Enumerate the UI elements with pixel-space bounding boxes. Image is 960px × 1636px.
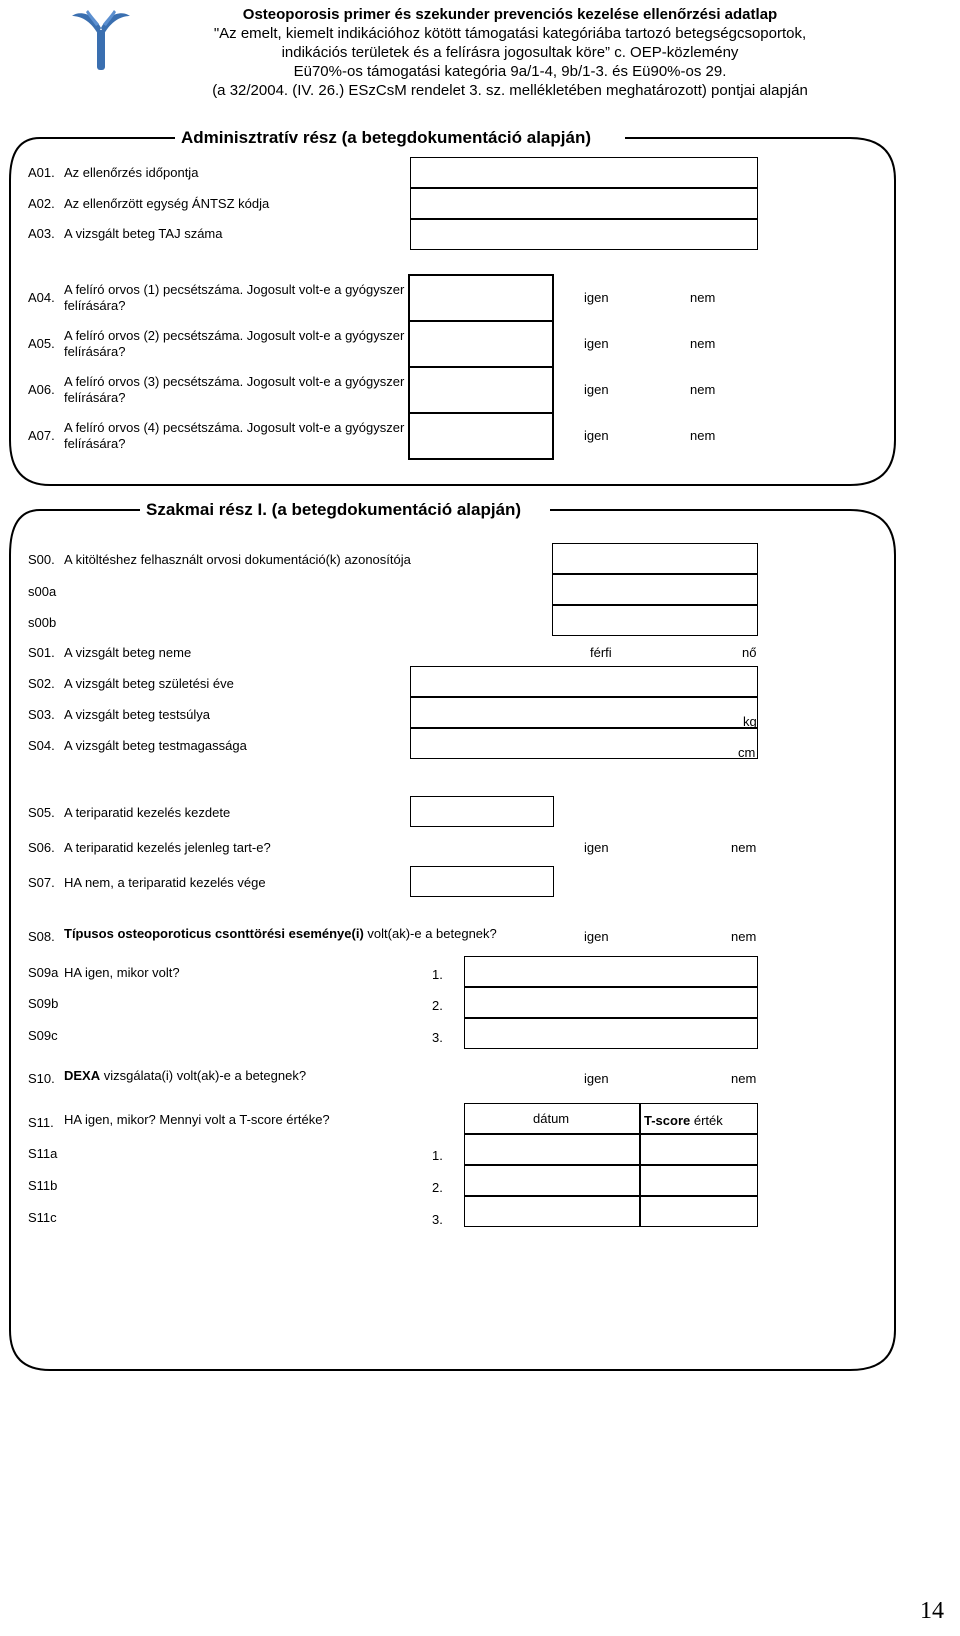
- label-a06-line2: felírására?: [64, 390, 126, 405]
- row-code-a01: A01.: [28, 165, 55, 180]
- logo-icon: [70, 6, 132, 72]
- input-s03[interactable]: [410, 697, 758, 728]
- row-code-s11a: S11a: [28, 1146, 58, 1161]
- row-code-a06: A06.: [28, 382, 55, 397]
- label-s11: HA igen, mikor? Mennyi volt a T-score értéke?: [64, 1112, 330, 1127]
- label-a05-line2: felírására?: [64, 344, 126, 359]
- row-code-s11b: S11b: [28, 1178, 58, 1193]
- input-a01[interactable]: [410, 157, 758, 188]
- input-s11b-date[interactable]: [464, 1165, 640, 1196]
- doc-subtitle-3: Eü70%-os támogatási kategória 9a/1-4, 9b/1-3. és Eü90%-os 29.: [293, 63, 727, 80]
- s11-col-date-label: dátum: [533, 1111, 570, 1126]
- row-code-s10: S10.: [28, 1071, 55, 1086]
- row-code-s00b: s00b: [28, 615, 57, 630]
- input-a05[interactable]: [408, 320, 554, 368]
- label-a07-line2: felírására?: [64, 436, 126, 451]
- row-code-s00: S00.: [28, 552, 55, 567]
- input-s11a-tscore[interactable]: [640, 1134, 758, 1165]
- label-a01: Az ellenőrzés időpontja: [64, 165, 199, 180]
- option-s06-no[interactable]: nem: [731, 840, 757, 855]
- num-s11a: 1.: [432, 1148, 443, 1163]
- label-s00: A kitöltéshez felhasznált orvosi dokumentáció(k) azonosítója: [64, 552, 411, 567]
- option-a07-yes[interactable]: igen: [584, 428, 609, 443]
- input-a04[interactable]: [408, 274, 554, 322]
- row-code-s04: S04.: [28, 738, 55, 753]
- row-code-s11c: S11c: [28, 1210, 57, 1225]
- prof-section-frame: [0, 500, 960, 1400]
- s11-col-tscore-bold: T-score: [644, 1113, 691, 1128]
- label-a06-line1: A felíró orvos (3) pecsétszáma. Jogosult volt-e a gyógyszer: [64, 374, 405, 389]
- input-s09b[interactable]: [464, 987, 758, 1018]
- label-s09a: HA igen, mikor volt?: [64, 965, 180, 980]
- num-s09b: 2.: [432, 998, 443, 1013]
- prof-section-title: Szakmai rész I. (a betegdokumentáció alapján): [140, 500, 527, 520]
- input-s11a-date[interactable]: [464, 1134, 640, 1165]
- input-s09c[interactable]: [464, 1018, 758, 1049]
- row-code-s09a: S09a: [28, 965, 59, 980]
- label-s05: A teriparatid kezelés kezdete: [64, 805, 231, 820]
- row-code-s11: S11.: [28, 1115, 54, 1130]
- input-a06[interactable]: [408, 366, 554, 414]
- row-code-a04: A04.: [28, 290, 55, 305]
- input-s11b-tscore[interactable]: [640, 1165, 758, 1196]
- option-a06-no[interactable]: nem: [690, 382, 716, 397]
- option-s06-yes[interactable]: igen: [584, 840, 609, 855]
- input-s00b[interactable]: [552, 605, 758, 636]
- label-a02: Az ellenőrzött egység ÁNTSZ kódja: [64, 196, 270, 211]
- label-s08-bold: Típusos osteoporoticus csonttörési eseménye(i): [64, 926, 364, 941]
- label-s08-rest: volt(ak)-e a betegnek?: [363, 926, 497, 941]
- row-code-a07: A07.: [28, 428, 55, 443]
- page-number: 14: [920, 1598, 944, 1624]
- option-a05-no[interactable]: nem: [690, 336, 716, 351]
- option-a04-yes[interactable]: igen: [584, 290, 609, 305]
- input-a03[interactable]: [410, 219, 758, 250]
- option-s10-no[interactable]: nem: [731, 1071, 757, 1086]
- label-s04: A vizsgált beteg testmagassága: [64, 738, 247, 753]
- row-code-s06: S06.: [28, 840, 55, 855]
- option-s10-yes[interactable]: igen: [584, 1071, 609, 1086]
- row-code-a03: A03.: [28, 226, 55, 241]
- num-s11b: 2.: [432, 1180, 443, 1195]
- row-code-s09c: S09c: [28, 1028, 58, 1043]
- doc-subtitle-4: (a 32/2004. (IV. 26.) ESzCsM rendelet 3. sz. mellékletében meghatározott) pontjai alapján: [212, 82, 808, 99]
- label-a07-line1: A felíró orvos (4) pecsétszáma. Jogosult volt-e a gyógyszer: [64, 420, 405, 435]
- unit-cm: cm: [738, 745, 756, 760]
- row-code-s07: S07.: [28, 875, 55, 890]
- option-a04-no[interactable]: nem: [690, 290, 716, 305]
- label-s10-rest: vizsgálata(i) volt(ak)-e a betegnek?: [100, 1068, 307, 1083]
- option-s08-yes[interactable]: igen: [584, 929, 609, 944]
- input-s11c-date[interactable]: [464, 1196, 640, 1227]
- doc-title: Osteoporosis primer és szekunder prevenciós kezelése ellenőrzési adatlap: [242, 6, 778, 23]
- row-code-s01: S01.: [28, 645, 55, 660]
- s11-col-tscore-rest: érték: [690, 1113, 723, 1128]
- doc-subtitle-2: indikációs területek és a felírásra jogosultak köre” c. OEP-közlemény: [281, 44, 739, 61]
- num-s11c: 3.: [432, 1212, 443, 1227]
- option-s08-no[interactable]: nem: [731, 929, 757, 944]
- label-s10: [64, 1068, 306, 1084]
- label-s03: A vizsgált beteg testsúlya: [64, 707, 210, 722]
- input-s02[interactable]: [410, 666, 758, 697]
- row-code-s02: S02.: [28, 676, 55, 691]
- option-a05-yes[interactable]: igen: [584, 336, 609, 351]
- label-s08: [64, 926, 497, 942]
- input-a07[interactable]: [408, 412, 554, 460]
- input-s00a[interactable]: [552, 574, 758, 605]
- option-a06-yes[interactable]: igen: [584, 382, 609, 397]
- row-code-s08: S08.: [28, 929, 55, 944]
- s11-col-tscore-label: [644, 1113, 723, 1128]
- label-a05-line1: A felíró orvos (2) pecsétszáma. Jogosult volt-e a gyógyszer: [64, 328, 405, 343]
- row-code-a02: A02.: [28, 196, 55, 211]
- option-s01-female[interactable]: nő: [742, 645, 757, 660]
- row-code-s03: S03.: [28, 707, 55, 722]
- row-code-s05: S05.: [28, 805, 55, 820]
- row-code-s09b: S09b: [28, 996, 59, 1011]
- label-s01: A vizsgált beteg neme: [64, 645, 192, 660]
- input-s05[interactable]: [410, 796, 554, 827]
- input-s00[interactable]: [552, 543, 758, 574]
- input-a02[interactable]: [410, 188, 758, 219]
- row-code-a05: A05.: [28, 336, 55, 351]
- input-s09a[interactable]: [464, 956, 758, 987]
- input-s07[interactable]: [410, 866, 554, 897]
- label-a03: A vizsgált beteg TAJ száma: [64, 226, 223, 241]
- doc-subtitle-1: "Az emelt, kiemelt indikációhoz kötött támogatási kategóriába tartozó betegségcsoportok,: [213, 25, 807, 42]
- label-s06: A teriparatid kezelés jelenleg tart-e?: [64, 840, 271, 855]
- option-s01-male[interactable]: férfi: [590, 645, 612, 660]
- input-s11c-tscore[interactable]: [640, 1196, 758, 1227]
- num-s09c: 3.: [432, 1030, 443, 1045]
- label-a04-line2: felírására?: [64, 298, 126, 313]
- input-s04[interactable]: [410, 728, 758, 759]
- admin-section-title: Adminisztratív rész (a betegdokumentáció alapján): [175, 128, 597, 148]
- label-s07: HA nem, a teriparatid kezelés vége: [64, 875, 266, 890]
- option-a07-no[interactable]: nem: [690, 428, 716, 443]
- num-s09a: 1.: [432, 967, 443, 982]
- label-s02: A vizsgált beteg születési éve: [64, 676, 234, 691]
- row-code-s00a: s00a: [28, 584, 57, 599]
- unit-kg: kg: [743, 714, 757, 729]
- label-s10-bold: DEXA: [64, 1068, 101, 1083]
- label-a04-line1: A felíró orvos (1) pecsétszáma. Jogosult volt-e a gyógyszer: [64, 282, 405, 297]
